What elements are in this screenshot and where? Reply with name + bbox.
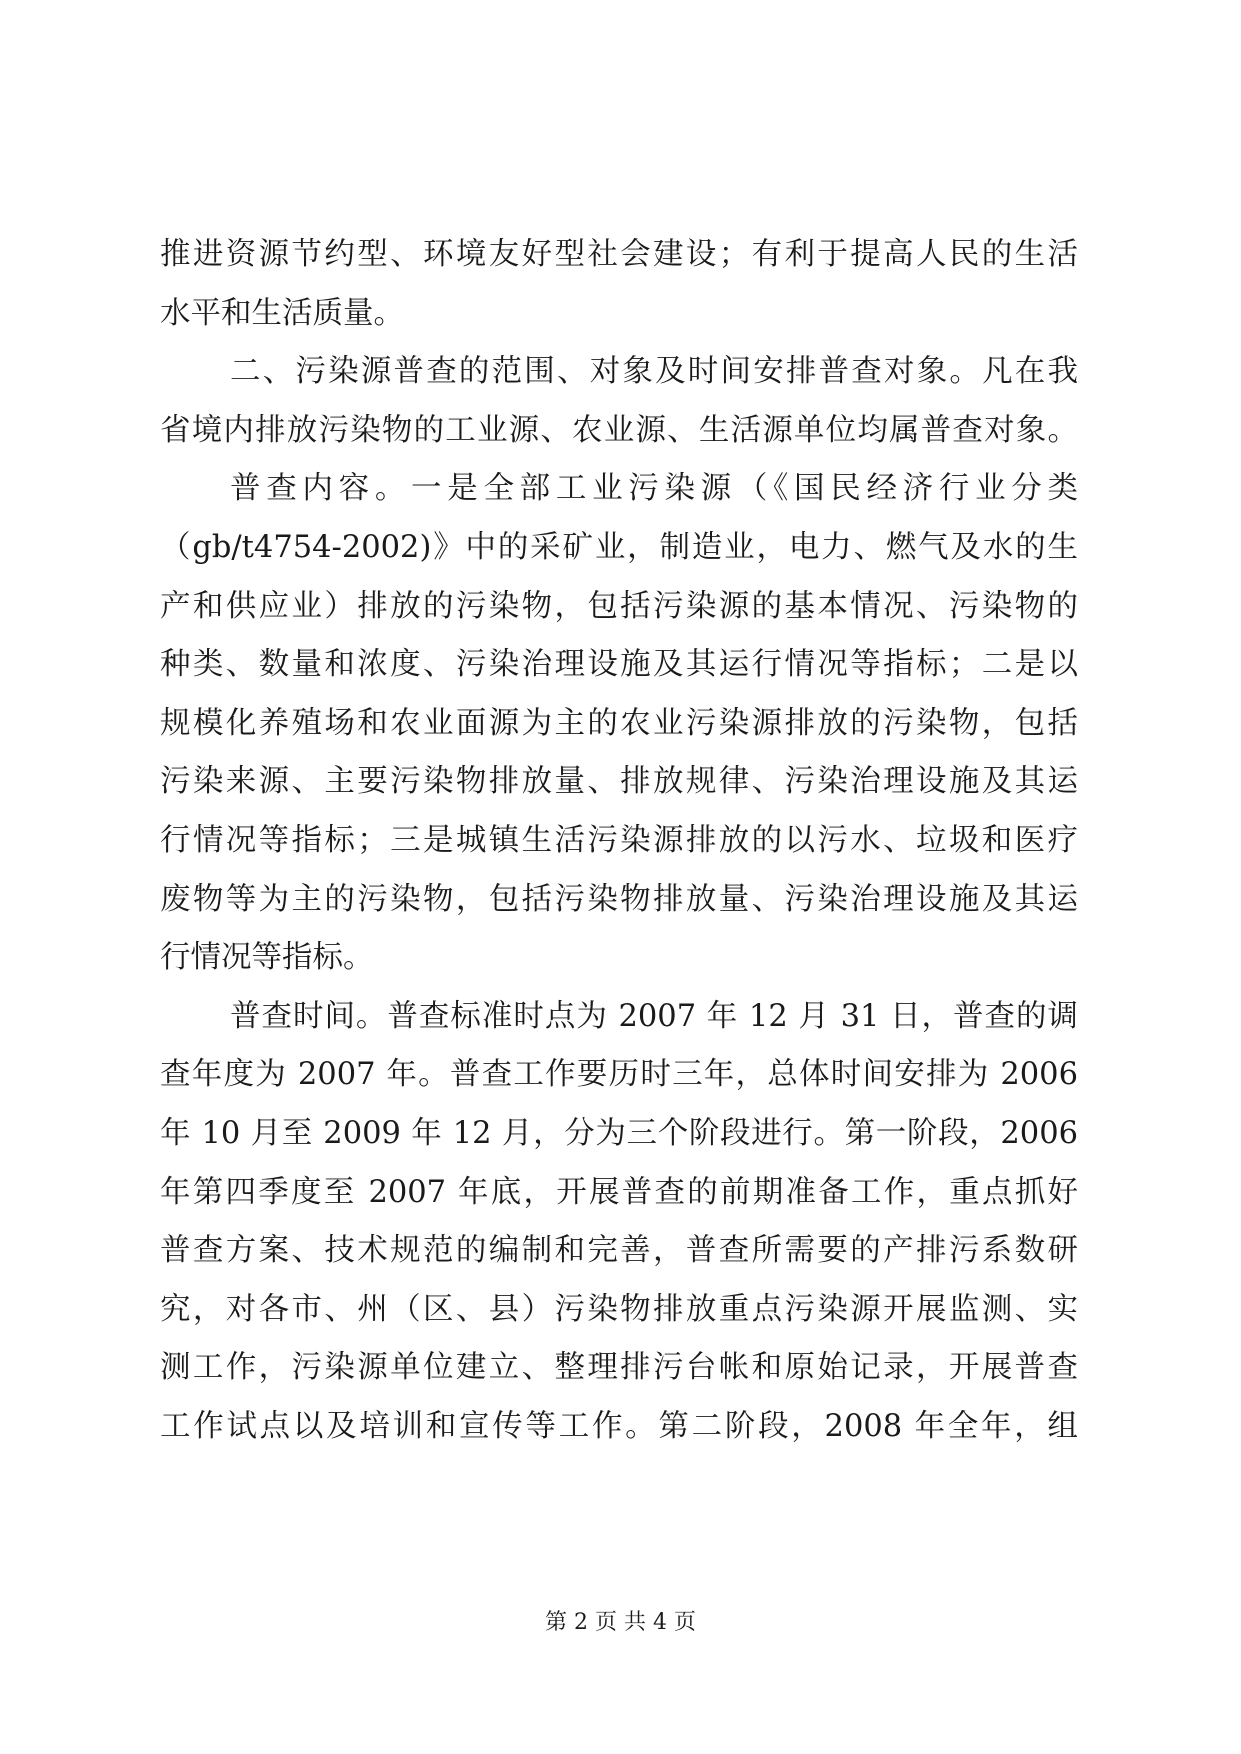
page-number-footer: 第 2 页 共 4 页 [545,1610,696,1635]
text-line: 工作试点以及培训和宣传等工作。第二阶段，2008 年全年，组 [160,1408,1078,1444]
text-line: 测工作，污染源单位建立、整理排污台帐和原始记录，开展普查 [160,1350,1078,1386]
text-line: 规模化养殖场和农业面源为主的农业污染源排放的污染物，包括 [160,705,1078,741]
text-line: 究，对各市、州（区、县）污染物排放重点污染源开展监测、实 [160,1291,1078,1327]
text-line: 水平和生活质量。 [160,295,404,331]
paragraph-start-line: 普查时间。普查标准时点为 2007 年 12 月 31 日，普查的调 [230,998,1078,1034]
text-line: 废物等为主的污染物，包括污染物排放量、污染治理设施及其运 [160,881,1078,917]
text-line: 污染来源、主要污染物排放量、排放规律、污染治理设施及其运 [160,764,1078,800]
text-line: 查年度为 2007 年。普查工作要历时三年，总体时间安排为 2006 [160,1057,1078,1093]
text-line: 行情况等指标。 [160,940,374,976]
text-line: 种类、数量和浓度、污染治理设施及其运行情况等指标；二是以 [160,647,1078,683]
text-line: 推进资源节约型、环境友好型社会建设；有利于提高人民的生活 [160,237,1078,272]
document-body [160,226,1078,1456]
text-line: 年第四季度至 2007 年底，开展普查的前期准备工作，重点抓好 [160,1174,1078,1210]
text-line: （gb/t4754-2002)》中的采矿业，制造业，电力、燃气及水的生 [160,529,1078,565]
text-line: 产和供应业）排放的污染物，包括污染源的基本情况、污染物的 [160,588,1078,624]
text-line: 普查方案、技术规范的编制和完善，普查所需要的产排污系数研 [160,1233,1078,1269]
section-heading-line: 二、污染源普查的范围、对象及时间安排普查对象。凡在我 [230,354,1078,390]
text-line: 年 10 月至 2009 年 12 月，分为三个阶段进行。第一阶段，2006 [160,1115,1078,1151]
text-line: 省境内排放污染物的工业源、农业源、生活源单位均属普查对象。 [160,412,1078,448]
text-line: 行情况等指标；三是城镇生活污染源排放的以污水、垃圾和医疗 [160,822,1078,858]
paragraph-start-line: 普查内容。一是全部工业污染源（《国民经济行业分类 [230,471,1078,507]
